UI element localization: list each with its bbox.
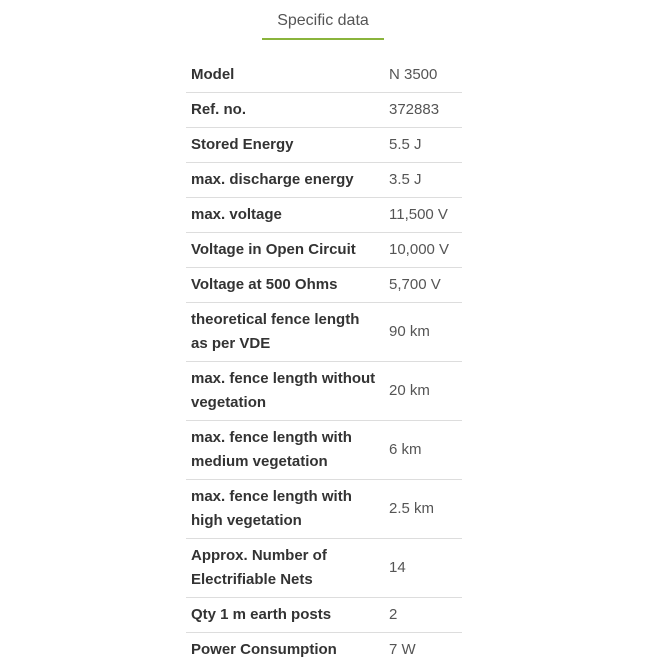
table-row xyxy=(186,268,462,303)
spec-label: max. fence length without vegetation xyxy=(186,362,384,421)
table-row xyxy=(186,362,462,421)
spec-value: 90 km xyxy=(384,303,462,362)
spec-value: 2 xyxy=(384,598,462,633)
table-row xyxy=(186,93,462,128)
table-row xyxy=(186,598,462,633)
tab-specific-data[interactable] xyxy=(262,8,384,40)
spec-value: 2.5 km xyxy=(384,480,462,539)
spec-value: 14 xyxy=(384,539,462,598)
spec-value: N 3500 xyxy=(384,58,462,93)
spec-value: 5,700 V xyxy=(384,268,462,303)
table-row xyxy=(186,480,462,539)
specific-data-table xyxy=(186,58,462,667)
spec-value: 7 W xyxy=(389,641,416,658)
table-row xyxy=(186,303,462,362)
spec-label: max. voltage xyxy=(186,198,384,233)
spec-label: Qty 1 m earth posts xyxy=(186,598,384,633)
table-row xyxy=(186,421,462,480)
tab-label: Specific data xyxy=(277,12,369,29)
table-row xyxy=(186,128,462,163)
table-row xyxy=(186,58,462,93)
spec-value: 10,000 V xyxy=(384,233,462,268)
spec-label: Power Consumption xyxy=(191,641,337,658)
spec-label: max. fence length with medium vegetation xyxy=(186,421,384,480)
spec-label: max. discharge energy xyxy=(186,163,384,198)
spec-label: Voltage in Open Circuit xyxy=(186,233,384,268)
spec-value: 20 km xyxy=(384,362,462,421)
spec-label: Voltage at 500 Ohms xyxy=(186,268,384,303)
spec-label: Model xyxy=(186,58,384,93)
spec-label: Ref. no. xyxy=(186,93,384,128)
spec-label: max. fence length with high vegetation xyxy=(186,480,384,539)
spec-value: 3.5 J xyxy=(384,163,462,198)
spec-label: Stored Energy xyxy=(186,128,384,163)
spec-value: 11,500 V xyxy=(384,198,462,233)
table-row xyxy=(186,539,462,598)
spec-value: 372883 xyxy=(384,93,462,128)
table-row xyxy=(186,163,462,198)
table-row xyxy=(186,198,462,233)
table-row xyxy=(186,633,462,668)
spec-value: 5.5 J xyxy=(384,128,462,163)
spec-value: 6 km xyxy=(384,421,462,480)
spec-label: theoretical fence length as per VDE xyxy=(186,303,384,362)
spec-label: Approx. Number of Electrifiable Nets xyxy=(186,539,384,598)
table-row xyxy=(186,233,462,268)
